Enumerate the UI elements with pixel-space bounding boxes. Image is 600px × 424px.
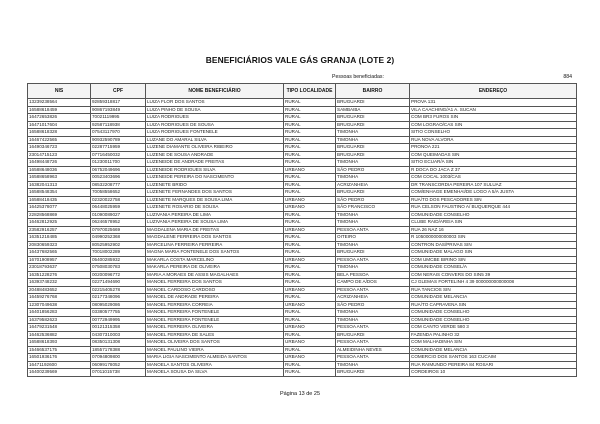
name-cell: LUZENETE FERNANDES DOS SANTOS (146, 189, 284, 197)
cpf-cell: 80525952902 (91, 241, 146, 249)
cpf-cell: 05400285932 (91, 256, 146, 264)
address-cell: SITIO CONSELHO (410, 129, 577, 137)
table-row (28, 256, 577, 264)
nis-cell: 12307049638 (28, 301, 91, 309)
table-row (28, 114, 577, 122)
nis-cell: 22828568869 (28, 211, 91, 219)
neighborhood-cell: SÃO FRANCISCO (336, 204, 410, 212)
table-row (28, 159, 577, 167)
name-cell: MANOEL FERREIRA OLIVEIRA (146, 324, 284, 332)
table-row (28, 234, 577, 242)
nis-cell: 16462536882 (28, 331, 91, 339)
nis-cell: 16588548354 (28, 189, 91, 197)
name-cell: MARIA A MORAES DE ASSIS MAGALHAES (146, 271, 284, 279)
address-cell: CORDEIROS 10 (410, 369, 577, 377)
cpf-cell: 00523403696 (91, 174, 146, 182)
locality-type-cell: RURAL (284, 369, 336, 377)
locality-type-cell: RURAL (284, 189, 336, 197)
table-row (28, 106, 577, 114)
locality-type-cell: RURAL (284, 219, 336, 227)
locality-type-cell: URBANO (284, 286, 336, 294)
locality-type-cell: RURAL (284, 264, 336, 272)
address-cell: COM BR3 FUROS SIN (410, 114, 577, 122)
locality-type-cell: URBANO (284, 339, 336, 347)
nis-cell: 16467422565 (28, 136, 91, 144)
column-header-neighborhood: BAIRRO (336, 84, 410, 99)
address-cell: COMUNIDADE CONSEL/A (410, 264, 577, 272)
cpf-cell: 92859318817 (91, 99, 146, 107)
address-cell: COM UMCBE BIRINO SIN (410, 256, 577, 264)
table-row (28, 129, 577, 137)
locality-type-cell: URBANO (284, 226, 336, 234)
neighborhood-cell: TIMONHA (336, 241, 410, 249)
nis-cell: 16498448726 (28, 159, 91, 167)
nis-cell: 20488483652 (28, 286, 91, 294)
name-cell: MANOEL CARDOSO CARDOSO (146, 286, 284, 294)
name-cell: LUZENEIDE DE ANDRADE FREITAS (146, 159, 284, 167)
table-row (28, 294, 577, 302)
locality-type-cell: RURAL (284, 144, 336, 152)
table-row (28, 339, 577, 347)
page-number: Página 13 de 25 (279, 391, 321, 397)
neighborhood-cell: BRUGUARDI (336, 99, 410, 107)
table-row (28, 151, 577, 159)
neighborhood-cell: BRUGUARDI (336, 151, 410, 159)
name-cell: LUIZA RODRIGUES (146, 114, 284, 122)
table-row (28, 309, 577, 317)
address-cell: COMUNIDADE CONSELHO (410, 316, 577, 324)
table-row (28, 346, 577, 354)
address-cell: PRONOA 221 (410, 144, 577, 152)
cpf-cell: 06448025959 (91, 204, 146, 212)
name-cell: LUZIVANIA PEREIRA DE LIMA (146, 211, 284, 219)
name-cell: MANOEL DE ANDRADE PEREIRA (146, 294, 284, 302)
neighborhood-cell: PESSOA ANTA (336, 324, 410, 332)
neighborhood-cell: BRUGUARDI (336, 331, 410, 339)
neighborhood-cell: PESSOA ANTA (336, 286, 410, 294)
locality-type-cell: RURAL (284, 309, 336, 317)
table-row (28, 99, 577, 107)
nis-cell: 16588658963 (28, 174, 91, 182)
table-row (28, 219, 577, 227)
address-cell: COMUNIDADE MELANCIA (410, 346, 577, 354)
nis-cell: 16459276768 (28, 294, 91, 302)
nis-cell: 16437682565 (28, 249, 91, 257)
table-row (28, 361, 577, 369)
column-header-nis: NIS (28, 84, 91, 99)
address-cell: COMUNIDADE MELANCIA (410, 294, 577, 302)
table-row (28, 166, 577, 174)
neighborhood-cell: OITEIRO (336, 234, 410, 242)
neighborhood-cell: SÃO PEDRO (336, 301, 410, 309)
nis-cell: 16393748232 (28, 279, 91, 287)
table-row (28, 196, 577, 204)
locality-type-cell: URBANO (284, 256, 336, 264)
table-row (28, 324, 577, 332)
column-header-address: ENDEREÇO (410, 84, 577, 99)
name-cell: MAKARLA PEREIRA DE OLIVEIRA (146, 264, 284, 272)
address-cell: COM MALHADINHA SIN (410, 339, 577, 347)
locality-type-cell: RURAL (284, 279, 336, 287)
nis-cell: 16588618459 (28, 106, 91, 114)
cpf-cell: 02215405278 (91, 286, 146, 294)
beneficiaries-table (27, 83, 577, 377)
table-row (28, 354, 577, 362)
nis-cell: 23014715123 (28, 151, 91, 159)
cpf-cell: 01090089027 (91, 211, 146, 219)
nis-cell: 16472653826 (28, 114, 91, 122)
locality-type-cell: RURAL (284, 294, 336, 302)
name-cell: MANOEL OLIVEIRA DOS SANTOS (146, 339, 284, 347)
nis-cell: 16400239569 (28, 369, 91, 377)
nis-cell: 16401856283 (28, 309, 91, 317)
address-cell: COMUNIDADE MALAGO SIN (410, 249, 577, 257)
address-cell: COM NERAIS CONVERS DO SIN5 39 (410, 271, 577, 279)
name-cell: MANOELA SOUSA DA SILVA (146, 369, 284, 377)
address-cell: COMUNIDADE CONSELHO (410, 211, 577, 219)
address-cell: RUA NOVA ALVORA (410, 136, 577, 144)
name-cell: LUZENE DIAMANTE OLIVEIRA RIBEIRO (146, 144, 284, 152)
locality-type-cell: RURAL (284, 99, 336, 107)
name-cell: LUZIVANIA PEREIRA DE SOUSA LIMA (146, 219, 284, 227)
cpf-cell: 08350131308 (91, 339, 146, 347)
table-body (28, 99, 577, 377)
name-cell: LUIZA PINHO DE SOUSA (146, 106, 284, 114)
locality-type-cell: RURAL (284, 106, 336, 114)
locality-type-cell: RURAL (284, 121, 336, 129)
nis-cell: 16588618328 (28, 129, 91, 137)
cpf-cell: 70018002289 (91, 249, 146, 257)
table-row (28, 286, 577, 294)
locality-type-cell: RURAL (284, 316, 336, 324)
column-header-locality-type: TIPO LOCALIDADE (284, 84, 336, 99)
neighborhood-cell: SAMBAIBA (336, 106, 410, 114)
table-row (28, 204, 577, 212)
neighborhood-cell: TIMONHA (336, 174, 410, 182)
neighborhood-cell: SÃO PEDRO (336, 196, 410, 204)
cpf-cell: 01230011700 (91, 159, 146, 167)
column-header-name: NOME BENEFICIÁRIO (146, 84, 284, 99)
neighborhood-cell: TIMONHA (336, 211, 410, 219)
name-cell: LUZENETE BRIDO (146, 181, 284, 189)
name-cell: LUZENETE MARQUES DE SOUSA LIMA (146, 196, 284, 204)
table-row (28, 331, 577, 339)
name-cell: LUZENE DE SOUSA ANDRADE (146, 151, 284, 159)
name-cell: MAGNA MARIA FONTENELE DOS SANTOS (146, 249, 284, 257)
nis-cell: 16425378077 (28, 204, 91, 212)
name-cell: MANOEL FERREIRA DE SALES (146, 331, 284, 339)
nis-cell: 16471192600 (28, 361, 91, 369)
cpf-cell: 18557178388 (91, 346, 146, 354)
cpf-cell: 02271494690 (91, 279, 146, 287)
address-cell: RUA/TO DOS PESCADORES SIN (410, 196, 577, 204)
nis-cell: 16379582623 (28, 316, 91, 324)
address-cell: COM COCAL 1003/CAS (410, 174, 577, 182)
locality-type-cell: RURAL (284, 361, 336, 369)
column-header-cpf: CPF (91, 84, 146, 99)
address-cell: CJ GLEMAS FORTELINH 4 39 000000000000008 (410, 279, 577, 287)
cpf-cell: 08532208777 (91, 181, 146, 189)
table-row (28, 144, 577, 152)
neighborhood-cell: TIMONHA (336, 264, 410, 272)
name-cell: LUZENETE ROSARIO DE SOUSA (146, 204, 284, 212)
cpf-cell: 04990252368 (91, 234, 146, 242)
cpf-cell: 07543117970 (91, 129, 146, 137)
address-cell: PROVA 131 (410, 99, 577, 107)
table-row (28, 189, 577, 197)
cpf-cell: 07094809800 (91, 354, 146, 362)
address-cell: R DOCA DO JACA Z 37 (410, 166, 577, 174)
address-cell: RUA TANCIOS SIN (410, 286, 577, 294)
locality-type-cell: URBANO (284, 301, 336, 309)
nis-cell: 16490346723 (28, 144, 91, 152)
neighborhood-cell: TIMONHA (336, 136, 410, 144)
neighborhood-cell: BRUGUARDI (336, 114, 410, 122)
address-cell: COM QUEIMADAS SIN (410, 151, 577, 159)
cpf-cell: 07011015738 (91, 369, 146, 377)
neighborhood-cell: TIMONHA (336, 316, 410, 324)
name-cell: LUIZA RODRIGUES FONTENELE (146, 129, 284, 137)
neighborhood-cell: BRUGUARDI (336, 144, 410, 152)
neighborhood-cell: BRUGUARDI (336, 121, 410, 129)
name-cell: MANOEL FERREIRA DOS SANTOS (146, 279, 284, 287)
address-cell: COMERCIO DOS SANTOS 163 CUCAIM (410, 354, 577, 362)
cpf-cell: 02320022758 (91, 196, 146, 204)
neighborhood-cell: TIMONHA (336, 219, 410, 227)
address-cell: CONTRON DAS/PRIVAS SIN (410, 241, 577, 249)
nis-cell: 23582916257 (28, 226, 91, 234)
address-cell: RUA RAIMUNDO PEREIRA 84 ROSARI (410, 361, 577, 369)
nis-cell: 16351218485 (28, 234, 91, 242)
cpf-cell: 07716450032 (91, 151, 146, 159)
table-row (28, 226, 577, 234)
neighborhood-cell: TIMONHA (336, 361, 410, 369)
nis-cell: 13239238564 (28, 99, 91, 107)
neighborhood-cell: BRUGUARDI (336, 249, 410, 257)
name-cell: MAGDALENE FERREIRA DOS SANTOS (146, 234, 284, 242)
nis-cell: 16382041313 (28, 181, 91, 189)
neighborhood-cell: PESSOA ANTA (336, 256, 410, 264)
cpf-cell: 00121315358 (91, 324, 146, 332)
name-cell: MARIA LIGIA NASCIMENTO ALMEIDA SANTOS (146, 354, 284, 362)
table-row (28, 369, 577, 377)
locality-type-cell: URBANO (284, 204, 336, 212)
neighborhood-cell: PESSOA ANTA (336, 226, 410, 234)
name-cell: LUZENEIDE RODRIGUES SILVA (146, 166, 284, 174)
nis-cell: 16479231548 (28, 324, 91, 332)
cpf-cell: 92587118938 (91, 121, 146, 129)
cpf-cell: 70058558652 (91, 189, 146, 197)
cpf-cell: 03380577755 (91, 309, 146, 317)
neighborhood-cell: BELA PESSOA (336, 271, 410, 279)
address-cell: DR TRANSCORDIA PEREIRA 107 SULUAZ (410, 181, 577, 189)
nis-cell: 16701908957 (28, 256, 91, 264)
nis-cell: 16462812925 (28, 219, 91, 227)
name-cell: LUZENEIDE PEREIRA DO NASCIMENTO (146, 174, 284, 182)
locality-type-cell: RURAL (284, 181, 336, 189)
neighborhood-cell: TIMONHA (336, 129, 410, 137)
name-cell: MANOEL FERREIRA FONTENELE (146, 316, 284, 324)
nis-cell: 16351228276 (28, 271, 91, 279)
neighborhood-cell: SÃO PEDRO (336, 166, 410, 174)
address-cell: COMUNIDADE CONSELHO (410, 309, 577, 317)
locality-type-cell: RURAL (284, 331, 336, 339)
locality-type-cell: RURAL (284, 114, 336, 122)
name-cell: MANOEL FERREIRA FONTENELE (146, 309, 284, 317)
locality-type-cell: RURAL (284, 159, 336, 167)
neighborhood-cell: ACRIZANHEIA (336, 181, 410, 189)
table-row (28, 136, 577, 144)
cpf-cell: 00200096772 (91, 271, 146, 279)
cpf-cell: 90932590789 (91, 136, 146, 144)
address-cell: COM/ENHAGE EMENHAI/DE LOGO A 5/A JUSTA (410, 189, 577, 197)
nis-cell: 16471017604 (28, 121, 91, 129)
locality-type-cell: RURAL (284, 271, 336, 279)
cpf-cell: 02177348096 (91, 294, 146, 302)
cpf-cell: 06246578952 (91, 219, 146, 227)
cpf-cell: 07970025669 (91, 226, 146, 234)
locality-type-cell: RURAL (284, 241, 336, 249)
locality-type-cell: RURAL (284, 211, 336, 219)
address-cell: COM LOGRAO/CAS SIN (410, 121, 577, 129)
locality-type-cell: URBANO (284, 196, 336, 204)
neighborhood-cell: TIMONHA (336, 309, 410, 317)
address-cell: COM CANTO VERDE 580 3 (410, 324, 577, 332)
name-cell: MANOEL PAULINO VIEIRA (146, 346, 284, 354)
nis-cell: 16588618393 (28, 339, 91, 347)
beneficiaries-label: Pessoas beneficiadas: (332, 74, 384, 80)
nis-cell: 16588648036 (28, 166, 91, 174)
locality-type-cell: RURAL (284, 234, 336, 242)
neighborhood-cell: PESSOA ANTA (336, 339, 410, 347)
neighborhood-cell: BRUGUARDI (336, 189, 410, 197)
address-cell: FAZENDA PALINHO 32 (410, 331, 577, 339)
name-cell: MAGDALENA MARIA DE FREITAS (146, 226, 284, 234)
neighborhood-cell: CAMPO DE A/DOS (336, 279, 410, 287)
table-row (28, 241, 577, 249)
table-row (28, 271, 577, 279)
address-cell: RUA CELSON FAUSTINO A/ BUQUERQUE 444 (410, 204, 577, 212)
name-cell: LUZANE DO AMARAL SILVA (146, 136, 284, 144)
cpf-cell: 70021119995 (91, 114, 146, 122)
table-row (28, 121, 577, 129)
neighborhood-cell: TIMONHA (336, 159, 410, 167)
cpf-cell: 06752049696 (91, 166, 146, 174)
locality-type-cell: URBANO (284, 166, 336, 174)
table-row (28, 279, 577, 287)
address-cell: R 1050000000000003 SIN (410, 234, 577, 242)
cpf-cell: 08095029086 (91, 301, 146, 309)
address-cell: RUA/TO CAPRAVENA SIN (410, 301, 577, 309)
table-header-row (28, 84, 577, 99)
beneficiaries-count: 884 (563, 74, 572, 80)
cpf-cell: 04307310003 (91, 331, 146, 339)
name-cell: MANOELA SANTOS OLIVEIRA (146, 361, 284, 369)
locality-type-cell: URBANO (284, 354, 336, 362)
neighborhood-cell: ACRIZANHEIA (336, 294, 410, 302)
address-cell: SITIO ECUAR/A SIN (410, 159, 577, 167)
table-row (28, 181, 577, 189)
address-cell: VILA CAACHING/A1 A. SUCAN (410, 106, 577, 114)
table-row (28, 264, 577, 272)
cpf-cell: 06099178052 (91, 361, 146, 369)
nis-cell: 16588418435 (28, 196, 91, 204)
locality-type-cell: RURAL (284, 151, 336, 159)
table-row (28, 174, 577, 182)
table-row (28, 249, 577, 257)
name-cell: MANOEL FERREIRA CORREIA (146, 301, 284, 309)
neighborhood-cell: PESSOA ANTA (336, 354, 410, 362)
document-title: BENEFICIÁRIOS VALE GÁS GRANJA (LOTE 2) (205, 55, 395, 65)
locality-type-cell: RURAL (284, 129, 336, 137)
table-row (28, 301, 577, 309)
nis-cell: 15466537175 (28, 346, 91, 354)
nis-cell: 16501936176 (28, 354, 91, 362)
name-cell: MARCELINA FERREIRA FERREIRA (146, 241, 284, 249)
table-row (28, 211, 577, 219)
address-cell: CLUBE RAID/AREIA SIN (410, 219, 577, 227)
neighborhood-cell: BRUGUARDI (336, 369, 410, 377)
name-cell: MAKARLA COSTA MARCELINO (146, 256, 284, 264)
nis-cell: 23018793637 (28, 264, 91, 272)
cpf-cell: 07508030783 (91, 264, 146, 272)
locality-type-cell: RURAL (284, 346, 336, 354)
cpf-cell: 90867193849 (91, 106, 146, 114)
nis-cell: 20830659323 (28, 241, 91, 249)
cpf-cell: 02287715959 (91, 144, 146, 152)
neighborhood-cell: ALMEIDINHA NEVES (336, 346, 410, 354)
locality-type-cell: RURAL (284, 174, 336, 182)
locality-type-cell: URBANO (284, 324, 336, 332)
cpf-cell: 00772949995 (91, 316, 146, 324)
name-cell: LUIZA RODRIGUES DE SOUSA (146, 121, 284, 129)
table-row (28, 316, 577, 324)
locality-type-cell: RURAL (284, 136, 336, 144)
locality-type-cell: RURAL (284, 249, 336, 257)
address-cell: RUA 26 NAZ 16 (410, 226, 577, 234)
name-cell: LUIZA FLOR DOS SANTOS (146, 99, 284, 107)
